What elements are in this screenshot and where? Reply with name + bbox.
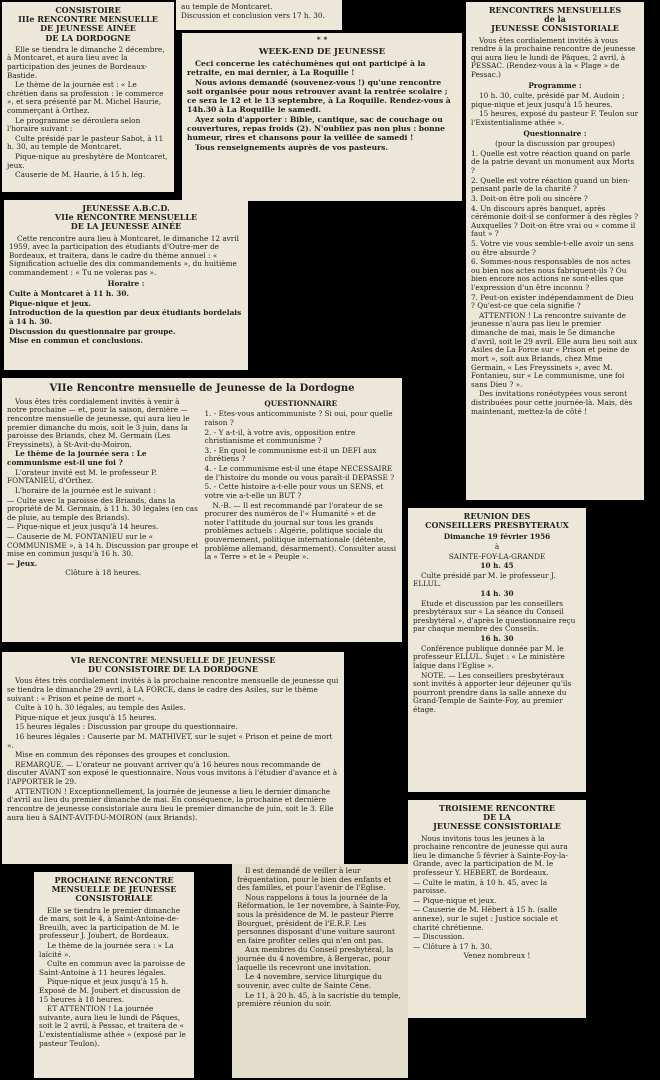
column-left (7, 398, 200, 579)
paragraph: Vous êtes très cordialement invités à venir à notre prochaine — et, pour la saison, dernière — rencontre mensuelle de jeunesse, qui aura lieu le premier dimanche du mois, soit le 3 juin, dans la paroisse des Briands, chez M. Germain (Les Freyssinets), à St-Avit-du-Moiron. (7, 396, 190, 449)
question-item: 3. Doit-on être poli ou sincère ? (471, 193, 588, 203)
paragraph: 16 heures légales : Causerie par M. MATHIVET, sur le sujet « Prison et peine de mort ». (7, 732, 333, 750)
paragraph: Etude et discussion par les conseillers presbytéraux sur « La séance du Conseil presbytéral », d'après le questionnaire reçu par chaque membre des Conseils. (413, 598, 576, 634)
paragraph: Pique-nique au presbytère de Montcaret, jeux. (7, 152, 168, 170)
clipping-jeunesse-consistoriale-pessac (466, 2, 644, 500)
paragraph: Le 11, à 20 h. 45, à la sacristie du temple, première réunion du soir. (237, 990, 401, 1009)
paragraph: NOTE. — Les conseillers presbytéraux sont invités à apporter leur déjeuner qu'ils pourront prendre dans la salle annexe du Grand-Temple de Sainte-Foy, au premier étage. (413, 670, 572, 714)
paragraph: — Causerie de M. FONTANIEU sur le « COMMUNISME », à 14 h. Discussion par groupe et mise en commun jusqu'à 16 h. 30. (7, 531, 199, 559)
column-right (205, 398, 398, 579)
paragraph: — Jeux. (7, 558, 38, 568)
paragraph: Culte présidé par M. le professeur J. ELLUL. (413, 570, 556, 589)
schedule-line: — Discussion. (413, 932, 465, 942)
schedule-line: Discussion du questionnaire par groupe. (9, 326, 176, 336)
paragraph: Le programme se déroulera selon l'horaire suivant : (7, 115, 141, 134)
clipping-dordogne-iii-rencontre (2, 2, 174, 192)
stars-ornament: * * (316, 35, 328, 44)
subheading-questionnaire: QUESTIONNAIRE (264, 398, 338, 408)
paragraph: L'horaire de la journée est le suivant : (15, 485, 156, 495)
paragraph: Elle se tiendra le premier dimanche de mars, soit le 4, à Saint-Antoine-de-Breuilh, avec la participation de M. le professeur J. Joubert, de Bordeaux. (39, 905, 181, 941)
event-time: 14 h. 30 (480, 589, 514, 599)
paragraph: Vous êtes très cordialement invités à la prochaine rencontre mensuelle de jeunesse qui se tiendra le dimanche 29 avril, à LA FORCE, dans le cadre des Asiles, sur le thème suivant : « Prison et peine de mort ». (7, 676, 339, 703)
event-place: SAINTE-FOY-LA-GRANDE (448, 551, 546, 561)
paragraph: Elle se tiendra le dimanche 2 décembre, à Montcaret, et aura lieu avec la participation des jeunes de Bordeaux-Bastide. (7, 44, 165, 80)
schedule-line: — Causerie de M. Hébert à 15 h. (salle annexe), sur le sujet : Justice sociale et charité chrétienne. (413, 905, 558, 932)
paragraph: — Culte avec la paroisse des Briands, dans la propriété de M. Germain, à 11 h. 30 légales (en cas de pluie, au temple des Briands). (7, 495, 198, 522)
question-item: 3. - En quoi le communisme est-il un DEFI aux chrétiens ? (204, 445, 377, 464)
questionnaire-note: (pour la discussion par groupes) (495, 139, 615, 149)
paragraph: Le thème de la journée est : « Le chrétien dans sa profession : le commerce », et sera présenté par M. Michel Haurie, commerçant à Orthez. (7, 80, 164, 116)
question-item: 6. Sommes-nous responsables de nos actes ou bien nos actes nous fabriquent-ils ? Ou bien encore nos actions ne sont-elles que l'expression d'un être inconnu ? (471, 257, 631, 293)
schedule-line: Introduction de la question par deux étudiants bordelais à 14 h. 30. (9, 308, 242, 327)
clipping-heading: JEUNESSE A.B.C.D. VIIe RENCONTRE MENSUELLE DE LA JEUNESSE AINÉE (54, 203, 198, 232)
clipping-heading: TROISIEME RENCONTRE DE LA JEUNESSE CONSISTORIALE (433, 803, 561, 832)
paragraph: Le thème de la journée sera : Le communisme est-il une foi ? (7, 449, 147, 468)
question-item: 4. - Le communisme est-il une étape NECESSAIRE de l'histoire du monde ou vous paraît-il DEPASSE ? (204, 464, 395, 482)
paragraph: Culte à 10 h. 30 légales, au temple des Asiles. (15, 703, 186, 713)
closing-line: Venez nombreux ! (463, 951, 531, 961)
clipping-fragment-montcaret (176, 0, 342, 30)
clipping-vii-rencontre-dordogne (2, 378, 402, 642)
clipping-week-end-jeunesse (182, 33, 462, 201)
paragraph: Le 4 novembre, service liturgique du souvenir, avec culte de Sainte Cène. (237, 972, 382, 990)
paragraph: ATTENTION ! Exceptionnellement, la journée de jeunesse a lieu le dernier dimanche d'avril au lieu du premier dimanche de mai. En conséquence, la prochaine et dernière rencontre de jeunesse consistoriale aura lieu le premier dimanche de juin, soit le 3. Elle aura lieu à SAINT-AVIT-DU-MOIRON (aux Briands). (7, 786, 334, 822)
paragraph: Culte en commun avec la paroisse de Saint-Antoine à 11 heures légales. (39, 959, 186, 977)
paragraph: Vous êtes cordialement invités à vous rendre à la prochaine rencontre de jeunesse qui aura lieu le lundi de Pâques, 2 avril, à PESSAC. (Rendez-vous à la « Plage » de Pessac.) (471, 35, 636, 79)
clipping-heading: RENCONTRES MENSUELLES de la JEUNESSE CONSISTORIALE (488, 5, 622, 34)
question-item: 2. - Y a-t-il, à votre avis, opposition entre christianisme et communisme ? (204, 427, 356, 446)
schedule-line: Culte à Montcaret à 11 h. 30. (9, 289, 129, 299)
clipping-heading: VIIe Rencontre mensuelle de Jeunesse de la Dordogne (49, 383, 355, 394)
paragraph: N.-B. — Il est recommandé par l'orateur de se procurer des numéros de l'« Humanité » et de noter l'attitude du journal sur tous les grands problèmes actuels : Algérie, politique sociale du gouvernement, politique internationale (détente, problème allemand, désarmement). Consulter aussi la « Terre » et le « Peuple ». (204, 500, 397, 562)
event-date-connector: à (494, 541, 500, 551)
paragraph: Nous avions demandé (souvenez-vous !) qu'une rencontre soit organisée pour nous retrouver avant la rentrée scolaire ; ce sera le 12 et le 13 septembre, à La Roquille. Rendez-vous à 14h.30 à La Roquille le samedi. (187, 78, 451, 114)
question-item: 5. Votre vie vous semble-t-elle avoir un sens ou être absurde ? (471, 238, 634, 257)
clipping-heading: PROCHAINE RENCONTRE MENSUELLE DE JEUNESSE CONSISTORIALE (51, 875, 177, 904)
paragraph: Pique-nique et jeux jusqu'à 15 heures. (15, 712, 157, 722)
paragraph: Nous rappelons à tous la journée de la Réformation, le 1er novembre, à Sainte-Foy, sous la présidence de M. le pasteur Pierre Bourguet, président de l'E.R.F. Les personnes disposant d'une voiture sauront en faire profiter celles qui n'en ont pas. (237, 892, 401, 945)
paragraph: Causerie de M. Haurie, à 15 h. lég. (15, 170, 146, 180)
paragraph: Cette rencontre aura lieu à Montcaret, le dimanche 12 avril 1959, avec la participation des étudiants d'Outre-mer de Bordeaux, et traitera, dans le cadre du thème annuel : « Signification actuelle des dix commandements », du huitième commandement : « Tu ne voleras pas ». (9, 233, 239, 277)
paragraph: — Pique-nique et jeux jusqu'à 14 heures. (7, 522, 159, 532)
paragraph: ATTENTION ! La rencontre suivante de jeunesse n'aura pas lieu le premier dimanche de mai, mais le 5e dimanche d'avril, soit le 29 avril. Elle aura lieu soit aux Asiles de La Force sur « Prison et peine de mort », soit aux Briands, chez Mme Germain, « Les Freyssinets », avec M. Fontanieu, sur « Le communisme, une foi sans Dieu ? ». (471, 310, 638, 389)
paragraph: ET ATTENTION ! La journée suivante, aura lieu le lundi de Pâques, soit le 2 avril, à Pessac, et traitera de « L'existentialisme athée » (exposé par le pasteur Teulon). (39, 1004, 186, 1048)
paragraph: au temple de Montcaret. Discussion et conclusion vers 17 h. 30. (181, 2, 325, 20)
subheading-horaire: Horaire : (107, 278, 145, 288)
question-item: 2. Quelle est votre réaction quand un bien-pensant parle de la charité ? (471, 175, 631, 194)
clipping-heading: CONSISTOIRE IIIe RENCONTRE MENSUELLE DE JEUNESSE AINÉE DE LA DORDOGNE (18, 5, 158, 43)
clipping-troisieme-rencontre (408, 800, 586, 1018)
clipping-vi-rencontre-consistoire (2, 652, 344, 864)
paragraph: 15 heures légales : Discussion par groupe du questionnaire. (15, 722, 238, 732)
paragraph: Ceci concerne les catéchumènes qui ont participé à la retraite, en mai dernier, à La Roquille ! (187, 59, 426, 78)
clipping-prochaine-rencontre (34, 872, 194, 1078)
event-date: Dimanche 19 février 1956 (443, 532, 551, 542)
question-item: 5. - Cette histoire a-t-elle pour vous un SENS, et votre vie a-t-elle un BUT ? (204, 482, 384, 500)
paragraph: Aux membres du Conseil presbytéral, la journée du 4 novembre, à Bergerac, pour laquelle ils recevront une invitation. (237, 945, 394, 972)
subheading-programme: Programme : (528, 80, 582, 90)
event-time: 16 h. 30 (480, 634, 514, 644)
paragraph: Il est demandé de veiller à leur fréquentation, pour le bien des enfants et des familles, et pour l'avenir de l'Eglise. (237, 866, 392, 893)
paragraph: REMARQUE. — L'orateur ne pouvant arriver qu'à 16 heures nous recommande de discuter AVANT son exposé le questionnaire. Nous vous invitons à l'étudier d'avance et à l'APPORTER le 29. (7, 759, 338, 787)
question-item: 4. Un discours après banquet, après cérémonie doit-il se conformer à des règles ? Auxquelles ? Doit-on être vrai ou « comme il faut » ? (471, 203, 638, 239)
clipping-reformation-notices (232, 864, 408, 1078)
schedule-line: — Pique-nique et jeux. (413, 895, 497, 905)
paragraph: Conférence publique donnée par M. le professeur ELLUL. Sujet : « Le ministère laïque dans l'Eglise ». (413, 643, 565, 670)
paragraph: Mise en commun des réponses des groupes et conclusion. (15, 750, 231, 760)
paragraph: Nous invitons tous les jeunes à la prochaine rencontre de jeunesse qui aura lieu le dimanche 5 février à Sainte-Foy-la-Grande, avec la participation de M. le professeur Y. HEBERT, de Bordeaux. (413, 833, 568, 877)
schedule-line: — Clôture à 17 h. 30. (413, 941, 492, 951)
paragraph: Le thème de la journée sera : « La laïcité ». (39, 941, 174, 959)
paragraph: 10 h. 30, culte, présidé par M. Audoin ; pique-nique et jeux jusqu'à 15 heures. (471, 91, 625, 109)
paragraph: Clôture à 18 heures. (65, 568, 142, 578)
clipping-jeunesse-abcd (4, 200, 248, 370)
schedule-line: — Culte le matin, à 10 h. 45, avec la paroisse. (413, 877, 548, 896)
question-item: 7. Peut-on exister indépendamment de Dieu ? Qu'est-ce que cela signifie ? (471, 292, 634, 311)
question-item: 1. Quelle est votre réaction quand on parle de la patrie devant un monument aux Morts ? (471, 148, 635, 176)
clipping-reunion-conseillers (408, 508, 586, 792)
clipping-heading: VIe RENCONTRE MENSUELLE DE JEUNESSE DU CONSISTOIRE DE LA DORDOGNE (70, 655, 276, 675)
question-item: 1. - Etes-vous anticommuniste ? Si oui, pour quelle raison ? (204, 409, 393, 428)
paragraph: 15 heures, exposé du pasteur F. Teulon sur l'Existentialisme athée ». (471, 109, 639, 128)
paragraph: Ayez soin d'apporter : Bible, cantique, sac de couchage ou couvertures, repas froids (2). N'oubliez pas non plus : bonne humeur, rires et chansons pour la veillée de samedi ! (187, 114, 446, 142)
paragraph: Pique-nique et jeux jusqu'à 15 h. Exposé de M. Joubert et discussion de 15 heures à 18 heures. (39, 977, 181, 1004)
paragraph: L'orateur invité est M. le professeur P. FONTANIEU, d'Orthez. (7, 467, 157, 486)
subheading-questionnaire: Questionnaire : (523, 128, 587, 138)
schedule-line: Mise en commun et conclusions. (9, 336, 143, 346)
paragraph: Tous renseignements auprès de vos pasteurs. (195, 142, 389, 152)
clipping-heading: WEEK-END DE JEUNESSE (258, 46, 386, 57)
schedule-line: Pique-nique et jeux. (9, 298, 92, 308)
event-time: 10 h. 45 (480, 561, 514, 571)
paragraph: Culte présidé par le pasteur Sabot, à 11 h. 30, au temple de Montcaret. (7, 133, 164, 152)
paragraph: Des invitations ronéotypées vous seront distribuées pour cette journée-là. Mais, dès maintenant, mettez-la de côté ! (471, 389, 633, 416)
clipping-heading: REUNION DES CONSEILLERS PRESBYTERAUX (425, 511, 569, 531)
